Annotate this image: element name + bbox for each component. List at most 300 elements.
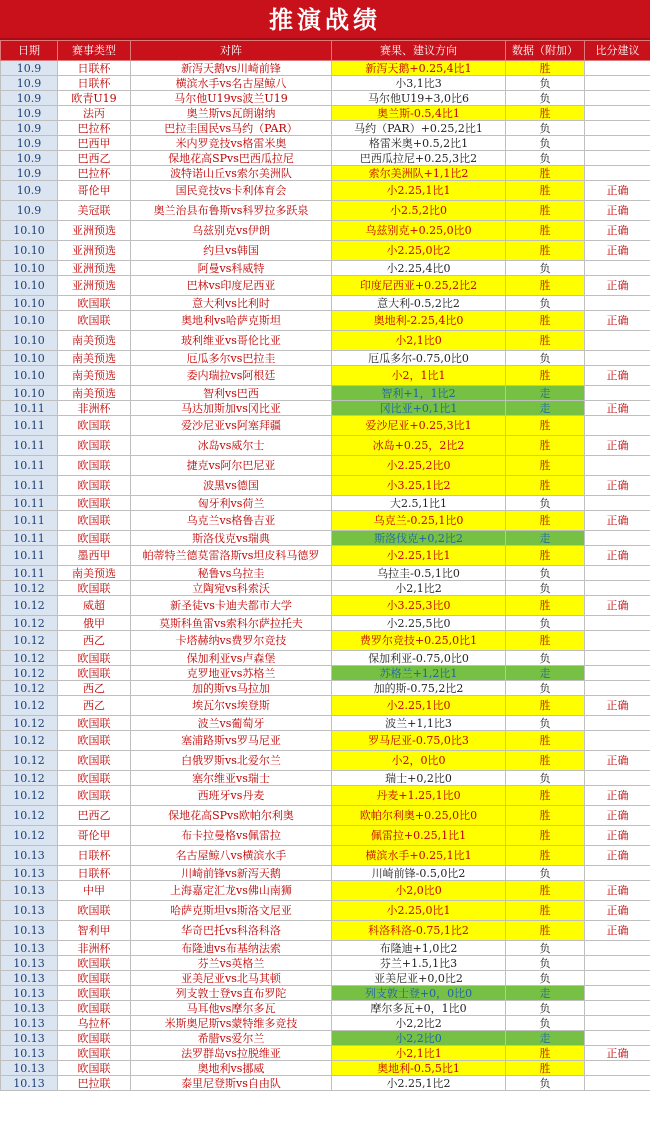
cell-match: 保加利亚vs卢森堡 xyxy=(131,651,332,666)
cell-match: 意大利vs比利时 xyxy=(131,296,332,311)
cell-score xyxy=(585,331,650,351)
cell-league: 欧国联 xyxy=(58,416,131,436)
cell-score xyxy=(585,121,650,136)
table-row xyxy=(1,136,650,151)
cell-match: 乌兹别克vs伊朗 xyxy=(131,221,332,241)
cell-match: 玻利维亚vs哥伦比亚 xyxy=(131,331,332,351)
cell-date: 10.13 xyxy=(1,901,58,921)
cell-pick: 乌克兰-0.25,1比0 xyxy=(332,511,506,531)
cell-match: 巴林vs印度尼西亚 xyxy=(131,276,332,296)
header-result: 数据（附加） xyxy=(506,41,585,61)
cell-match: 西班牙vs丹麦 xyxy=(131,786,332,806)
cell-result: 负 xyxy=(506,151,585,166)
cell-date: 10.9 xyxy=(1,91,58,106)
cell-pick: 加的斯-0.75,2比2 xyxy=(332,681,506,696)
table-row xyxy=(1,221,650,241)
cell-pick: 厄瓜多尔-0.75,0比0 xyxy=(332,351,506,366)
cell-date: 10.12 xyxy=(1,596,58,616)
cell-pick: 索尔美洲队+1,1比2 xyxy=(332,166,506,181)
cell-date: 10.9 xyxy=(1,61,58,76)
table-row xyxy=(1,716,650,731)
cell-pick: 智利+1，1比2 xyxy=(332,386,506,401)
table-row xyxy=(1,771,650,786)
cell-result: 负 xyxy=(506,771,585,786)
cell-pick: 小2,0比0 xyxy=(332,881,506,901)
cell-match: 米斯奥尼斯vs蒙特维多竞技 xyxy=(131,1016,332,1031)
table-row xyxy=(1,1076,650,1091)
cell-match: 新泻天鹅vs川崎前锋 xyxy=(131,61,332,76)
cell-date: 10.10 xyxy=(1,241,58,261)
cell-result: 胜 xyxy=(506,596,585,616)
cell-league: 欧国联 xyxy=(58,296,131,311)
cell-pick: 小2.5,2比0 xyxy=(332,201,506,221)
cell-result: 胜 xyxy=(506,221,585,241)
cell-result: 胜 xyxy=(506,311,585,331)
cell-match: 亚美尼亚vs北马其顿 xyxy=(131,971,332,986)
table-row xyxy=(1,76,650,91)
cell-score: 正确 xyxy=(585,241,650,261)
cell-pick: 冰岛+0.25，2比2 xyxy=(332,436,506,456)
cell-match: 横滨水手vs名古屋鲸八 xyxy=(131,76,332,91)
cell-date: 10.13 xyxy=(1,971,58,986)
cell-result: 胜 xyxy=(506,731,585,751)
table-row xyxy=(1,531,650,546)
table-row xyxy=(1,496,650,511)
cell-result: 胜 xyxy=(506,826,585,846)
table-row xyxy=(1,61,650,76)
cell-date: 10.10 xyxy=(1,351,58,366)
cell-league: 巴拉联 xyxy=(58,1076,131,1091)
cell-result: 胜 xyxy=(506,201,585,221)
cell-league: 非洲杯 xyxy=(58,401,131,416)
cell-league: 西乙 xyxy=(58,696,131,716)
cell-score: 正确 xyxy=(585,1046,650,1061)
cell-date: 10.9 xyxy=(1,181,58,201)
table-row xyxy=(1,241,650,261)
cell-result: 胜 xyxy=(506,416,585,436)
cell-result: 胜 xyxy=(506,846,585,866)
cell-date: 10.12 xyxy=(1,826,58,846)
cell-result: 胜 xyxy=(506,511,585,531)
cell-match: 国民竞技vs卡利体育会 xyxy=(131,181,332,201)
cell-match: 奥地利vs哈萨克斯坦 xyxy=(131,311,332,331)
cell-date: 10.11 xyxy=(1,546,58,566)
cell-score xyxy=(585,866,650,881)
cell-pick: 横滨水手+0.25,1比1 xyxy=(332,846,506,866)
cell-league: 欧国联 xyxy=(58,666,131,681)
cell-result: 负 xyxy=(506,866,585,881)
page-title: 推演战绩 xyxy=(0,0,650,40)
cell-date: 10.11 xyxy=(1,496,58,511)
cell-date: 10.10 xyxy=(1,311,58,331)
cell-league: 欧国联 xyxy=(58,971,131,986)
cell-match: 法罗群岛vs拉脱维亚 xyxy=(131,1046,332,1061)
cell-result: 胜 xyxy=(506,786,585,806)
cell-league: 欧国联 xyxy=(58,456,131,476)
cell-match: 秘鲁vs乌拉圭 xyxy=(131,566,332,581)
cell-date: 10.12 xyxy=(1,696,58,716)
header-league: 赛事类型 xyxy=(58,41,131,61)
cell-result: 负 xyxy=(506,651,585,666)
cell-league: 中甲 xyxy=(58,881,131,901)
cell-match: 名古屋鲸八vs横滨水手 xyxy=(131,846,332,866)
cell-league: 欧国联 xyxy=(58,731,131,751)
cell-date: 10.12 xyxy=(1,786,58,806)
cell-match: 马达加斯加vs冈比亚 xyxy=(131,401,332,416)
cell-result: 负 xyxy=(506,956,585,971)
cell-score xyxy=(585,986,650,1001)
cell-result: 胜 xyxy=(506,331,585,351)
cell-date: 10.10 xyxy=(1,261,58,276)
cell-league: 南美预选 xyxy=(58,366,131,386)
cell-league: 威超 xyxy=(58,596,131,616)
cell-date: 10.12 xyxy=(1,581,58,596)
cell-match: 爱沙尼亚vs阿塞拜疆 xyxy=(131,416,332,436)
cell-result: 负 xyxy=(506,566,585,581)
cell-pick: 保加利亚-0.75,0比0 xyxy=(332,651,506,666)
cell-pick: 新泻天鹅+0.25,4比1 xyxy=(332,61,506,76)
cell-score xyxy=(585,681,650,696)
cell-result: 负 xyxy=(506,1076,585,1091)
cell-match: 马尔他U19vs波兰U19 xyxy=(131,91,332,106)
cell-pick: 小2,1比0 xyxy=(332,331,506,351)
table-row xyxy=(1,786,650,806)
cell-league: 欧国联 xyxy=(58,1061,131,1076)
cell-score xyxy=(585,971,650,986)
cell-score xyxy=(585,456,650,476)
cell-match: 厄瓜多尔vs巴拉圭 xyxy=(131,351,332,366)
cell-league: 欧国联 xyxy=(58,956,131,971)
cell-result: 胜 xyxy=(506,436,585,456)
cell-pick: 川崎前锋-0.5,0比2 xyxy=(332,866,506,881)
cell-match: 乌克兰vs格鲁吉亚 xyxy=(131,511,332,531)
cell-date: 10.10 xyxy=(1,331,58,351)
cell-result: 负 xyxy=(506,941,585,956)
table-row xyxy=(1,566,650,581)
cell-result: 胜 xyxy=(506,166,585,181)
cell-pick: 格雷米奥+0.5,2比1 xyxy=(332,136,506,151)
cell-pick: 大2.5,1比1 xyxy=(332,496,506,511)
cell-result: 胜 xyxy=(506,276,585,296)
cell-pick: 奥地利-2.25,4比0 xyxy=(332,311,506,331)
cell-date: 10.13 xyxy=(1,956,58,971)
cell-score xyxy=(585,416,650,436)
cell-match: 斯洛伐克vs瑞典 xyxy=(131,531,332,546)
cell-date: 10.12 xyxy=(1,651,58,666)
cell-pick: 小2.25,0比1 xyxy=(332,901,506,921)
cell-league: 日联杯 xyxy=(58,61,131,76)
cell-match: 奥兰治县布鲁斯vs科罗拉多跃泉 xyxy=(131,201,332,221)
table-row xyxy=(1,901,650,921)
cell-result: 胜 xyxy=(506,181,585,201)
table-row xyxy=(1,351,650,366)
table-row xyxy=(1,731,650,751)
cell-result: 胜 xyxy=(506,806,585,826)
cell-pick: 小2.25,0比2 xyxy=(332,241,506,261)
cell-pick: 马约（PAR）+0.25,2比1 xyxy=(332,121,506,136)
cell-match: 委内瑞拉vs阿根廷 xyxy=(131,366,332,386)
cell-result: 胜 xyxy=(506,631,585,651)
cell-score xyxy=(585,136,650,151)
cell-league: 欧国联 xyxy=(58,651,131,666)
header-row xyxy=(1,41,650,61)
table-row xyxy=(1,201,650,221)
cell-result: 负 xyxy=(506,1016,585,1031)
cell-date: 10.12 xyxy=(1,716,58,731)
table-row xyxy=(1,666,650,681)
cell-result: 负 xyxy=(506,91,585,106)
table-row xyxy=(1,846,650,866)
cell-league: 欧国联 xyxy=(58,771,131,786)
cell-pick: 小2,2比2 xyxy=(332,1016,506,1031)
cell-result: 走 xyxy=(506,1031,585,1046)
table-row xyxy=(1,681,650,696)
cell-pick: 小2,1比1 xyxy=(332,1046,506,1061)
cell-pick: 斯洛伐克+0,2比2 xyxy=(332,531,506,546)
table-row xyxy=(1,651,650,666)
cell-date: 10.12 xyxy=(1,806,58,826)
table-row xyxy=(1,1001,650,1016)
cell-score xyxy=(585,61,650,76)
table-row xyxy=(1,596,650,616)
cell-result: 走 xyxy=(506,986,585,1001)
cell-score xyxy=(585,956,650,971)
table-row xyxy=(1,181,650,201)
table-row xyxy=(1,476,650,496)
cell-pick: 小2，0比0 xyxy=(332,751,506,771)
cell-pick: 布隆迪+1,0比2 xyxy=(332,941,506,956)
cell-date: 10.12 xyxy=(1,771,58,786)
cell-league: 欧国联 xyxy=(58,1031,131,1046)
cell-pick: 列支敦士登+0，0比0 xyxy=(332,986,506,1001)
cell-score: 正确 xyxy=(585,201,650,221)
cell-pick: 科洛科洛-0.75,1比2 xyxy=(332,921,506,941)
cell-league: 美冠联 xyxy=(58,201,131,221)
cell-result: 走 xyxy=(506,666,585,681)
cell-date: 10.13 xyxy=(1,921,58,941)
results-body xyxy=(1,61,650,1091)
cell-score xyxy=(585,76,650,91)
cell-score: 正确 xyxy=(585,546,650,566)
cell-date: 10.12 xyxy=(1,631,58,651)
cell-result: 胜 xyxy=(506,61,585,76)
table-row xyxy=(1,581,650,596)
cell-score xyxy=(585,531,650,546)
cell-date: 10.10 xyxy=(1,296,58,311)
cell-score xyxy=(585,106,650,121)
cell-pick: 欧帕尔利奥+0.25,0比0 xyxy=(332,806,506,826)
cell-score xyxy=(585,261,650,276)
cell-pick: 马尔他U19+3,0比6 xyxy=(332,91,506,106)
cell-score: 正确 xyxy=(585,596,650,616)
cell-result: 胜 xyxy=(506,1061,585,1076)
cell-league: 智利甲 xyxy=(58,921,131,941)
cell-result: 走 xyxy=(506,386,585,401)
cell-pick: 小2,2比0 xyxy=(332,1031,506,1046)
cell-match: 巴拉圭国民vs马约（PAR） xyxy=(131,121,332,136)
cell-score xyxy=(585,91,650,106)
cell-pick: 印度尼西亚+0.25,2比2 xyxy=(332,276,506,296)
cell-match: 列支敦士登vs直布罗陀 xyxy=(131,986,332,1001)
cell-league: 欧国联 xyxy=(58,986,131,1001)
table-row xyxy=(1,366,650,386)
table-row xyxy=(1,151,650,166)
cell-date: 10.13 xyxy=(1,1001,58,1016)
cell-league: 哥伦甲 xyxy=(58,826,131,846)
header-match: 对阵 xyxy=(131,41,332,61)
cell-score xyxy=(585,1076,650,1091)
table-row xyxy=(1,331,650,351)
cell-score: 正确 xyxy=(585,221,650,241)
cell-pick: 小3.25,3比0 xyxy=(332,596,506,616)
table-row xyxy=(1,311,650,331)
cell-date: 10.9 xyxy=(1,201,58,221)
cell-pick: 意大利-0.5,2比2 xyxy=(332,296,506,311)
cell-result: 胜 xyxy=(506,901,585,921)
cell-match: 哈萨克斯坦vs斯洛文尼亚 xyxy=(131,901,332,921)
cell-pick: 小2.25,2比0 xyxy=(332,456,506,476)
cell-date: 10.9 xyxy=(1,151,58,166)
cell-match: 冰岛vs威尔士 xyxy=(131,436,332,456)
cell-match: 希腊vs爱尔兰 xyxy=(131,1031,332,1046)
cell-league: 欧国联 xyxy=(58,1046,131,1061)
header-date: 日期 xyxy=(1,41,58,61)
cell-league: 欧国联 xyxy=(58,531,131,546)
cell-pick: 小2.25,1比0 xyxy=(332,696,506,716)
cell-league: 南美预选 xyxy=(58,351,131,366)
cell-score xyxy=(585,1031,650,1046)
table-row xyxy=(1,511,650,531)
cell-league: 欧国联 xyxy=(58,436,131,456)
table-row xyxy=(1,806,650,826)
table-row xyxy=(1,121,650,136)
cell-date: 10.12 xyxy=(1,751,58,771)
cell-match: 阿曼vs科威特 xyxy=(131,261,332,276)
cell-score xyxy=(585,631,650,651)
cell-pick: 小2,1比2 xyxy=(332,581,506,596)
cell-match: 捷克vs阿尔巴尼亚 xyxy=(131,456,332,476)
cell-pick: 乌拉圭-0.5,1比0 xyxy=(332,566,506,581)
cell-match: 布卡拉曼格vs佩雷拉 xyxy=(131,826,332,846)
cell-date: 10.13 xyxy=(1,1076,58,1091)
cell-score xyxy=(585,651,650,666)
cell-date: 10.11 xyxy=(1,436,58,456)
table-row xyxy=(1,261,650,276)
cell-date: 10.13 xyxy=(1,1016,58,1031)
cell-pick: 瑞士+0,2比0 xyxy=(332,771,506,786)
cell-league: 亚洲预选 xyxy=(58,221,131,241)
cell-result: 负 xyxy=(506,496,585,511)
cell-result: 胜 xyxy=(506,696,585,716)
cell-match: 卡塔赫纳vs费罗尔竞技 xyxy=(131,631,332,651)
cell-date: 10.11 xyxy=(1,401,58,416)
cell-pick: 奥地利-0.5,5比1 xyxy=(332,1061,506,1076)
header-score: 比分建议 xyxy=(585,41,650,61)
cell-score: 正确 xyxy=(585,826,650,846)
cell-match: 保地花高SPvs欧帕尔利奥 xyxy=(131,806,332,826)
cell-score xyxy=(585,666,650,681)
cell-pick: 亚美尼亚+0,0比2 xyxy=(332,971,506,986)
cell-match: 塞浦路斯vs罗马尼亚 xyxy=(131,731,332,751)
cell-pick: 巴西瓜拉尼+0.25,3比2 xyxy=(332,151,506,166)
table-row xyxy=(1,881,650,901)
cell-league: 日联杯 xyxy=(58,76,131,91)
cell-match: 塞尔维亚vs瑞士 xyxy=(131,771,332,786)
cell-score xyxy=(585,616,650,631)
cell-score: 正确 xyxy=(585,696,650,716)
cell-league: 俄甲 xyxy=(58,616,131,631)
table-row xyxy=(1,91,650,106)
cell-match: 智利vs巴西 xyxy=(131,386,332,401)
cell-league: 西乙 xyxy=(58,631,131,651)
cell-result: 负 xyxy=(506,716,585,731)
cell-league: 欧国联 xyxy=(58,496,131,511)
cell-league: 欧青U19 xyxy=(58,91,131,106)
cell-league: 日联杯 xyxy=(58,846,131,866)
cell-date: 10.11 xyxy=(1,566,58,581)
cell-pick: 小3.25,1比2 xyxy=(332,476,506,496)
table-row xyxy=(1,631,650,651)
cell-date: 10.13 xyxy=(1,986,58,1001)
cell-score: 正确 xyxy=(585,846,650,866)
cell-result: 胜 xyxy=(506,456,585,476)
table-row xyxy=(1,866,650,881)
cell-date: 10.13 xyxy=(1,866,58,881)
cell-result: 走 xyxy=(506,531,585,546)
cell-league: 亚洲预选 xyxy=(58,276,131,296)
cell-match: 米内罗竞技vs格雷米奥 xyxy=(131,136,332,151)
table-row xyxy=(1,751,650,771)
cell-score xyxy=(585,1001,650,1016)
cell-score xyxy=(585,581,650,596)
cell-league: 亚洲预选 xyxy=(58,261,131,276)
cell-date: 10.11 xyxy=(1,416,58,436)
cell-result: 负 xyxy=(506,121,585,136)
cell-pick: 小2，1比1 xyxy=(332,366,506,386)
table-row xyxy=(1,386,650,401)
table-row xyxy=(1,696,650,716)
cell-score: 正确 xyxy=(585,181,650,201)
cell-result: 胜 xyxy=(506,1046,585,1061)
cell-score xyxy=(585,941,650,956)
cell-league: 巴拉杯 xyxy=(58,121,131,136)
cell-league: 乌拉杯 xyxy=(58,1016,131,1031)
cell-match: 新圣徒vs卡迪夫都市大学 xyxy=(131,596,332,616)
cell-match: 泰里尼登斯vs自由队 xyxy=(131,1076,332,1091)
cell-date: 10.12 xyxy=(1,731,58,751)
cell-match: 波特诺山丘vs索尔美洲队 xyxy=(131,166,332,181)
cell-score xyxy=(585,1016,650,1031)
cell-score: 正确 xyxy=(585,436,650,456)
cell-score xyxy=(585,296,650,311)
cell-score xyxy=(585,151,650,166)
cell-league: 欧国联 xyxy=(58,901,131,921)
cell-match: 芬兰vs英格兰 xyxy=(131,956,332,971)
cell-score xyxy=(585,1061,650,1076)
cell-score: 正确 xyxy=(585,901,650,921)
cell-pick: 费罗尔竞技+0.25,0比1 xyxy=(332,631,506,651)
table-row xyxy=(1,971,650,986)
table-row xyxy=(1,106,650,121)
cell-result: 胜 xyxy=(506,751,585,771)
cell-score xyxy=(585,166,650,181)
cell-league: 欧国联 xyxy=(58,511,131,531)
table-row xyxy=(1,401,650,416)
cell-match: 奥兰斯vs瓦朗谢纳 xyxy=(131,106,332,121)
cell-match: 布隆迪vs布基纳法索 xyxy=(131,941,332,956)
cell-result: 负 xyxy=(506,76,585,91)
cell-date: 10.13 xyxy=(1,941,58,956)
